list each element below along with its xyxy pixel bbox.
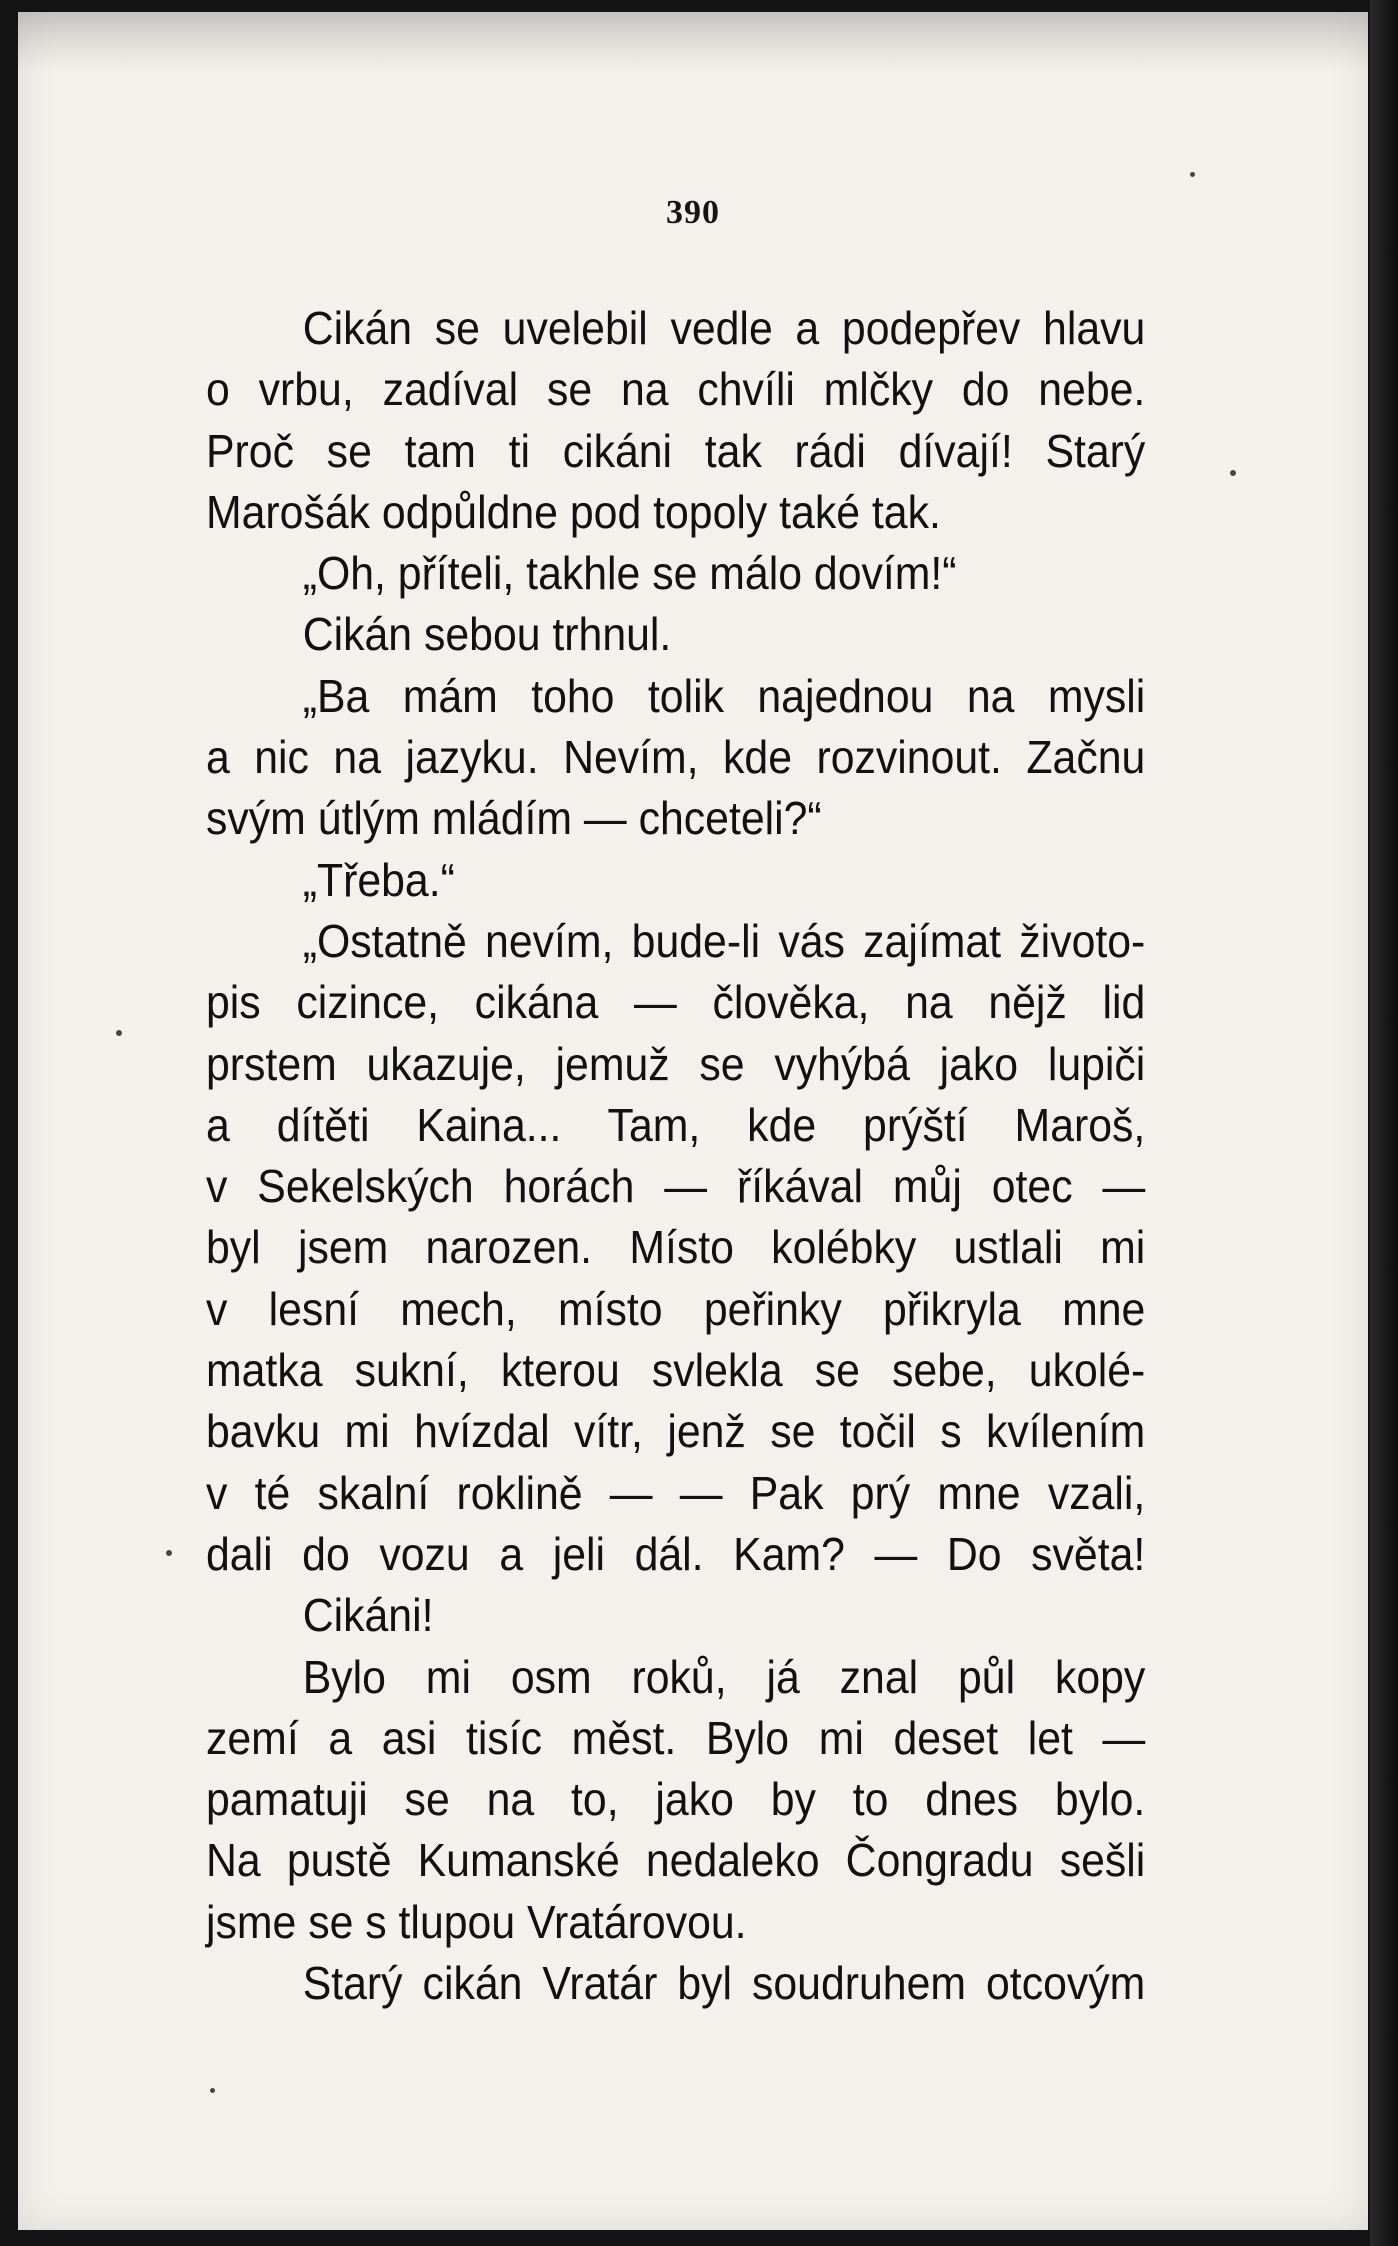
text-line: „Oh, příteli, takhle se málo dovím!“ bbox=[302, 547, 957, 600]
text-line: a dítěti Kaina... Tam, kde prýští Maroš, bbox=[206, 1098, 1146, 1151]
book-page bbox=[18, 12, 1368, 2230]
dust-speck bbox=[166, 1550, 172, 1556]
text-line: Cikán sebou trhnul. bbox=[302, 608, 672, 661]
text-line: Cikán se uvelebil vedle a podepřev hlavu bbox=[302, 302, 1146, 354]
dust-speck bbox=[210, 2088, 215, 2093]
text-line: prstem ukazuje, jemuž se vyhýbá jako lupiči bbox=[206, 1037, 1146, 1090]
text-line: „Ostatně nevím, bude-li vás zajímat životo- bbox=[302, 914, 1146, 967]
text-line: Na pustě Kumanské nedaleko Čongradu sešli bbox=[206, 1834, 1146, 1887]
text-line: v lesní mech, místo peřinky přikryla mne bbox=[206, 1282, 1146, 1335]
top-edge-shadow bbox=[18, 12, 1368, 72]
text-line: pis cizince, cikána — člověka, na nějž lid bbox=[206, 976, 1146, 1029]
text-line: zemí a asi tisíc měst. Bylo mi deset let — bbox=[206, 1711, 1146, 1764]
text-line: Marošák odpůldne pod topoly také tak. bbox=[206, 485, 941, 538]
text-line: Cikáni! bbox=[302, 1589, 434, 1642]
page-number: 390 bbox=[666, 194, 720, 231]
text-line: svým útlým mládím — chceteli?“ bbox=[206, 792, 822, 845]
dust-speck bbox=[1190, 172, 1195, 177]
dust-speck bbox=[1230, 470, 1236, 476]
dust-speck bbox=[116, 1030, 122, 1036]
text-line: a nic na jazyku. Nevím, kde rozvinout. Začnu bbox=[206, 731, 1146, 784]
text-line: o vrbu, zadíval se na chvíli mlčky do nebe. bbox=[206, 363, 1146, 416]
text-line: Starý cikán Vratár byl soudruhem otcovým bbox=[302, 1957, 1146, 2010]
text-line: pamatuji se na to, jako by to dnes bylo. bbox=[206, 1773, 1146, 1826]
text-line: v té skalní roklině — — Pak prý mne vzali, bbox=[206, 1466, 1146, 1519]
text-line: Proč se tam ti cikáni tak rádi dívají! Starý bbox=[206, 424, 1146, 477]
body-text bbox=[206, 298, 1145, 2014]
book-edge-shadow bbox=[1370, 0, 1398, 2246]
text-line: byl jsem narozen. Místo kolébky ustlali mi bbox=[206, 1221, 1146, 1274]
text-line: Bylo mi osm roků, já znal půl kopy bbox=[302, 1650, 1146, 1703]
text-line: matka sukní, kterou svlekla se sebe, ukolé- bbox=[206, 1344, 1146, 1397]
text-line: dali do vozu a jeli dál. Kam? — Do světa! bbox=[206, 1527, 1146, 1580]
text-line: v Sekelských horách — říkával můj otec — bbox=[206, 1160, 1146, 1213]
text-line: bavku mi hvízdal vítr, jenž se točil s kvílením bbox=[206, 1405, 1146, 1458]
text-line: jsme se s tlupou Vratárovou. bbox=[206, 1895, 747, 1948]
text-line: „Třeba.“ bbox=[302, 853, 455, 906]
text-line: „Ba mám toho tolik najednou na mysli bbox=[302, 669, 1146, 722]
